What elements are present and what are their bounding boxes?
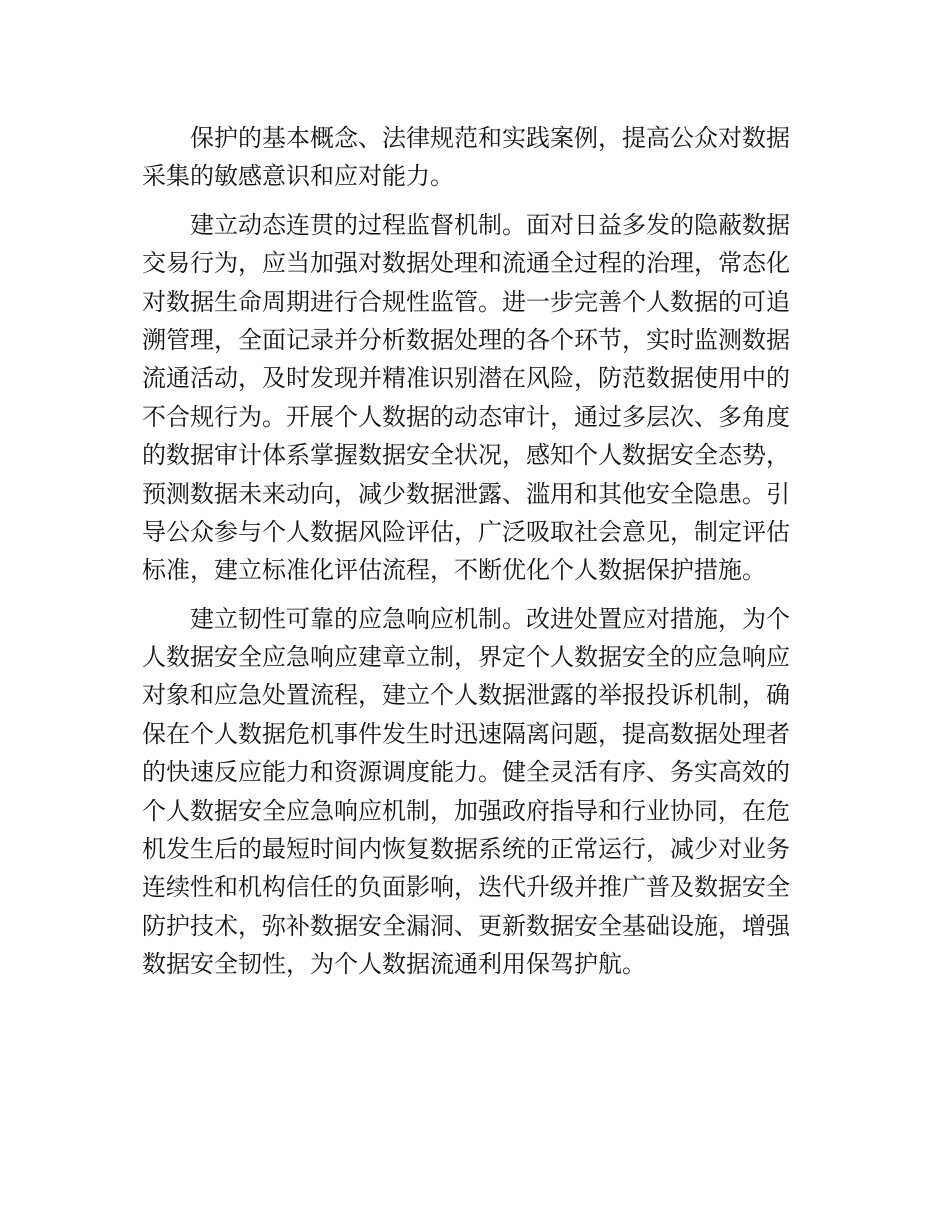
- text-line: 保在个人数据危机事件发生时迅速隔离问题，提高数据处理者: [142, 719, 790, 748]
- text-line: 建立韧性可靠的应急响应机制。改进处置应对措施，为个: [190, 604, 790, 633]
- text-line: 溯管理，全面记录并分析数据处理的各个环节，实时监测数据: [142, 325, 790, 354]
- text-line: 个人数据安全应急响应机制，加强政府指导和行业协同，在危: [142, 796, 790, 825]
- paragraph-3: [142, 600, 814, 984]
- text-line: 流通活动，及时发现并精准识别潜在风险，防范数据使用中的: [142, 364, 790, 393]
- paragraph-2: [142, 206, 814, 590]
- text-line: 的快速反应能力和资源调度能力。健全灵活有序、务实高效的: [142, 758, 790, 787]
- body-text: [142, 119, 814, 994]
- text-line: 机发生后的最短时间内恢复数据系统的正常运行，减少对业务: [142, 835, 790, 864]
- paragraph-1: [142, 119, 814, 196]
- text-line: 数据安全韧性，为个人数据流通利用保驾护航。: [142, 950, 646, 979]
- text-line: 标准，建立标准化评估流程，不断优化个人数据保护措施。: [142, 556, 766, 585]
- text-line: 交易行为，应当加强对数据处理和流通全过程的治理，常态化: [142, 249, 790, 278]
- text-line: 防护技术，弥补数据安全漏洞、更新数据安全基础设施，增强: [142, 911, 790, 940]
- text-line: 的数据审计体系掌握数据安全状况，感知个人数据安全态势，: [142, 441, 790, 470]
- text-line: 预测数据未来动向，减少数据泄露、滥用和其他安全隐患。引: [142, 479, 790, 508]
- text-line: 建立动态连贯的过程监督机制。面对日益多发的隐蔽数据: [190, 210, 790, 239]
- text-line: 采集的敏感意识和应对能力。: [142, 162, 454, 191]
- text-line: 连续性和机构信任的负面影响，迭代升级并推广普及数据安全: [142, 873, 790, 902]
- text-line: 对数据生命周期进行合规性监管。进一步完善个人数据的可追: [142, 287, 790, 316]
- text-line: 对象和应急处置流程，建立个人数据泄露的举报投诉机制，确: [142, 681, 790, 710]
- text-line: 保护的基本概念、法律规范和实践案例，提高公众对数据: [190, 124, 790, 152]
- text-line: 导公众参与个人数据风险评估，广泛吸取社会意见，制定评估: [142, 517, 790, 546]
- text-line: 不合规行为。开展个人数据的动态审计，通过多层次、多角度: [142, 402, 790, 431]
- text-line: 人数据安全应急响应建章立制，界定个人数据安全的应急响应: [142, 643, 790, 672]
